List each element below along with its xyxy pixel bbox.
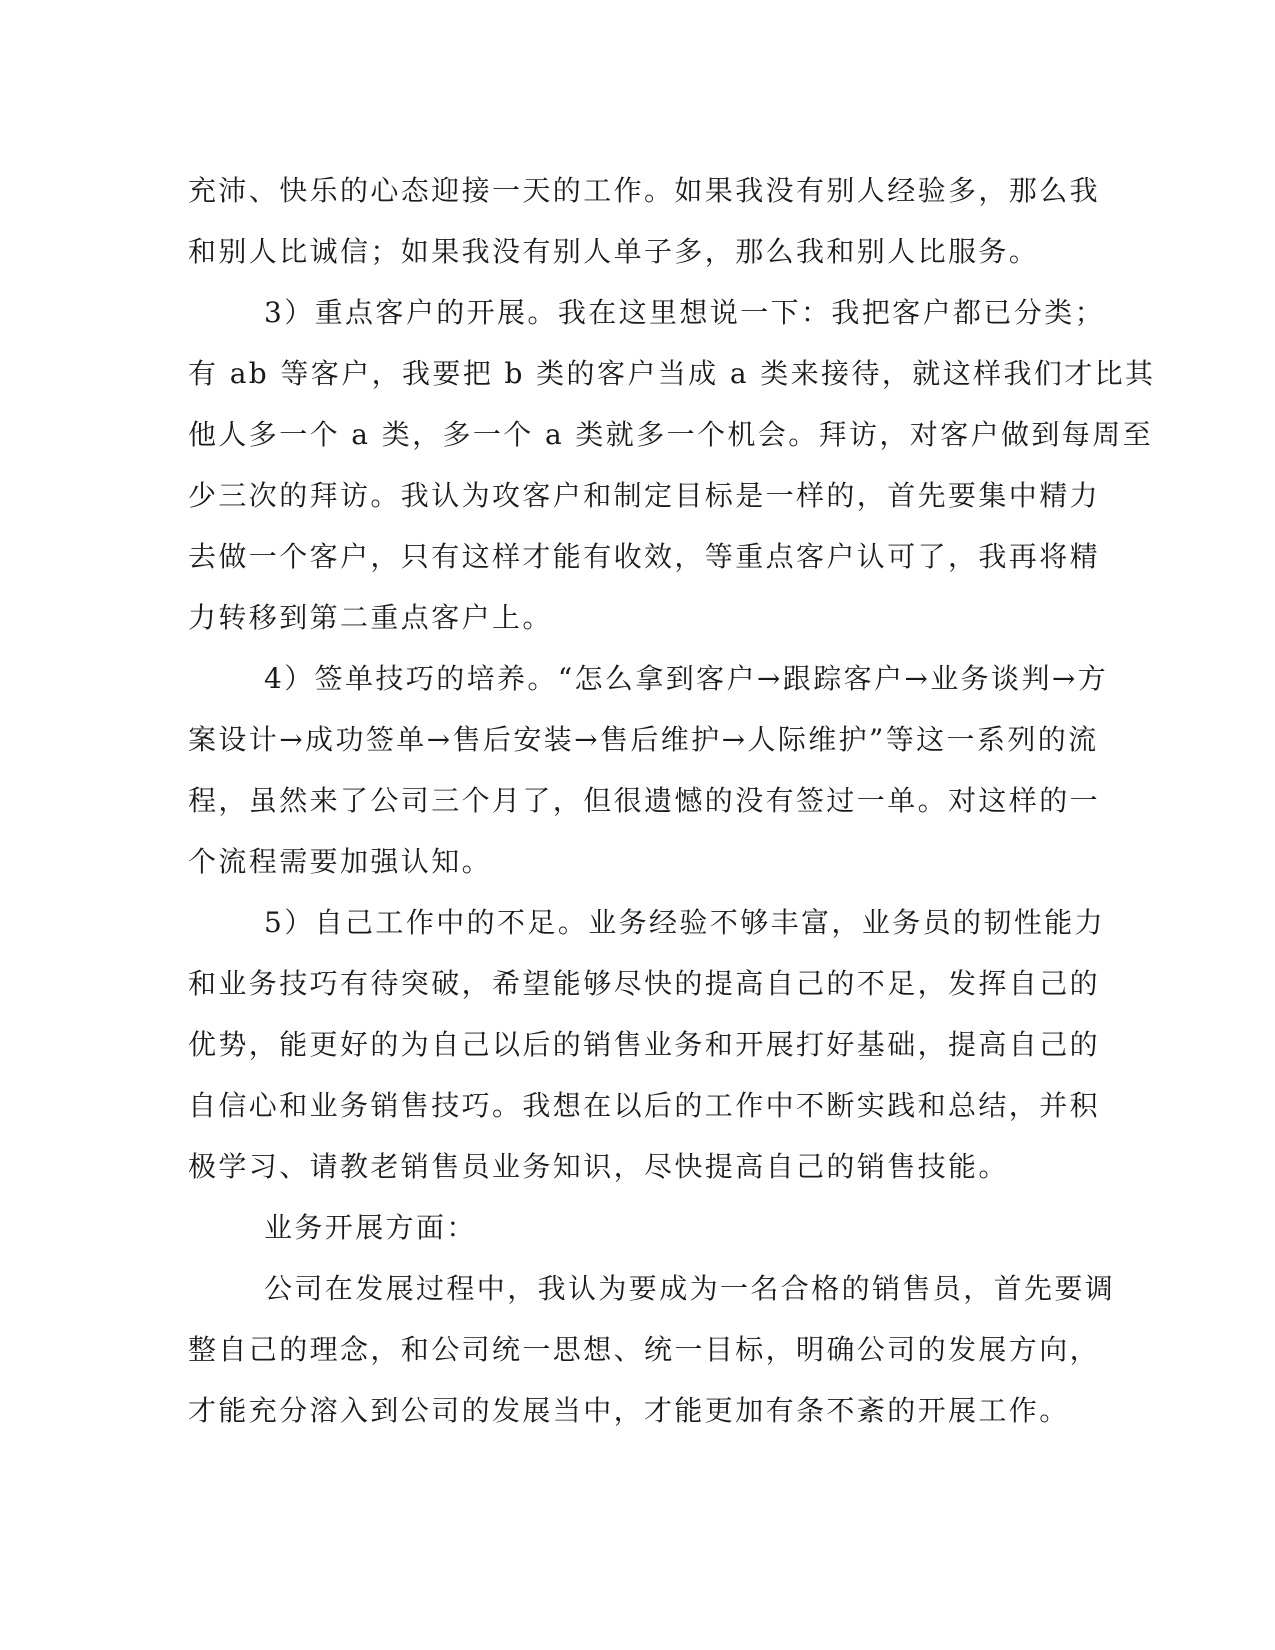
body-text	[188, 160, 1156, 1441]
text-line: 和别人比诚信；如果我没有别人单子多，那么我和别人比服务。	[188, 235, 1040, 268]
paragraph-start-line: 5）自己工作中的不足。业务经验不够丰富，业务员的韧性能力	[264, 906, 1106, 939]
text-line: 去做一个客户，只有这样才能有收效，等重点客户认可了，我再将精	[188, 540, 1101, 573]
text-line: 少三次的拜访。我认为攻客户和制定目标是一样的，首先要集中精力	[188, 479, 1101, 512]
text-line: 整自己的理念，和公司统一思想、统一目标，明确公司的发展方向，	[188, 1333, 1101, 1366]
text-line: 他人多一个 a 类，多一个 a 类就多一个机会。拜访，对客户做到每周至	[188, 418, 1153, 451]
text-line: 才能充分溶入到公司的发展当中，才能更加有条不紊的开展工作。	[188, 1394, 1070, 1427]
text-line: 优势，能更好的为自己以后的销售业务和开展打好基础，提高自己的	[188, 1028, 1101, 1061]
text-line: 充沛、快乐的心态迎接一天的工作。如果我没有别人经验多，那么我	[188, 174, 1101, 207]
text-line: 和业务技巧有待突破，希望能够尽快的提高自己的不足，发挥自己的	[188, 967, 1101, 1000]
text-line: 个流程需要加强认知。	[188, 845, 493, 878]
text-line: 程，虽然来了公司三个月了，但很遗憾的没有签过一单。对这样的一	[188, 784, 1101, 817]
text-line: 自信心和业务销售技巧。我想在以后的工作中不断实践和总结，并积	[188, 1089, 1101, 1122]
paragraph-start-line: 4）签单技巧的培养。“怎么拿到客户→跟踪客户→业务谈判→方	[264, 662, 1109, 695]
paragraph-start-line: 公司在发展过程中，我认为要成为一名合格的销售员，首先要调	[264, 1272, 1116, 1305]
text-line: 极学习、请教老销售员业务知识，尽快提高自己的销售技能。	[188, 1150, 1009, 1183]
section-heading: 业务开展方面：	[264, 1211, 477, 1244]
text-line: 力转移到第二重点客户上。	[188, 601, 553, 634]
paragraph-start-line: 3）重点客户的开展。我在这里想说一下：我把客户都已分类；	[264, 296, 1106, 329]
text-line: 有 ab 等客户，我要把 b 类的客户当成 a 类来接待，就这样我们才比其	[188, 357, 1156, 390]
text-line: 案设计→成功签单→售后安装→售后维护→人际维护”等这一系列的流	[188, 723, 1099, 756]
